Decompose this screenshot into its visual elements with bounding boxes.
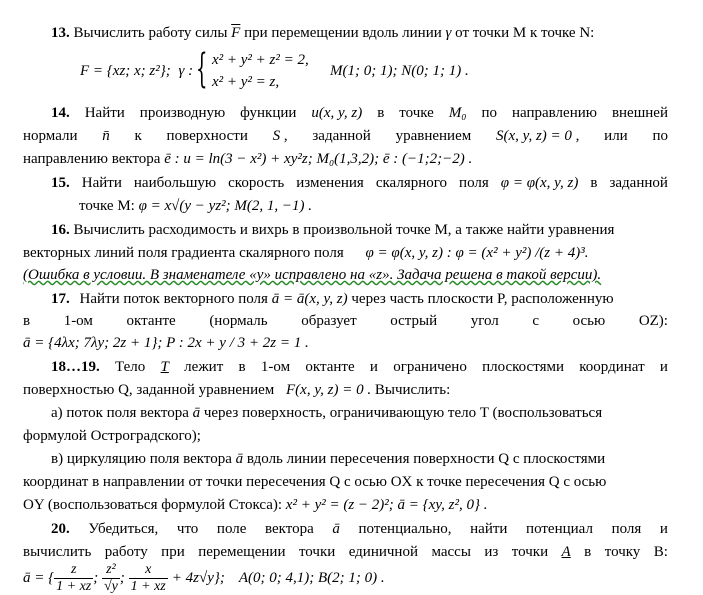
problem-18-part-a-line-2: формулой Остроградского); [23,428,201,444]
word: 1-ом [63,313,93,329]
word: в [590,175,598,191]
word: наибольшую [133,175,217,191]
word: u(x, y, z) [311,105,363,121]
problem-13-points: M(1; 0; 1); N(0; 1; 1) . [330,63,469,79]
word: образует [301,313,357,329]
word: Тело [115,359,146,375]
word: найти [470,521,508,537]
word: острый [390,313,438,329]
problem-number: 13. [51,25,70,41]
word: точки [511,544,549,560]
problem-15-line-2: точке M: φ = x√(y − yz²; M(2, 1, −1) . [79,198,313,214]
word: S(x, y, z) = 0 , [495,128,580,144]
word: или [604,128,628,144]
word: в [584,544,592,560]
word: скорость [228,175,285,191]
word: заданной [312,128,371,144]
word: направлению [512,105,597,121]
word: угол [470,313,499,329]
word: потенциал [526,521,593,537]
problem-number: 16. [51,222,70,238]
word: массы [431,544,471,560]
word: M₀ [448,105,467,121]
word: T [160,359,169,375]
word: координат [579,359,645,375]
word: в [377,105,385,121]
word: n̄ [102,128,110,144]
word: осью [572,313,606,329]
problem-18-line-2: поверхностью Q, заданной уравнением F(x, y, z) = 0 . Вычислить: [23,382,451,398]
word: 1-ом [260,359,291,375]
word: потенциально, [358,521,452,537]
problem-17-line-2 [23,312,668,331]
word: 18…19. [51,359,100,375]
word: A [561,544,571,560]
problem-number: 17. [51,291,70,307]
word: точки [298,544,336,560]
word: в [238,359,246,375]
word: точке [399,105,434,121]
word: уравнением [395,128,472,144]
word: из [484,544,499,560]
word: заданной [609,175,668,191]
word: по [481,105,498,121]
word: с [532,313,540,329]
problem-18-line-1 [51,358,668,377]
word: в [23,313,31,329]
problem-15-line-1 [51,174,668,193]
word: октанте [305,359,355,375]
word: Убедиться, [88,521,159,537]
word: перемещении [198,544,286,560]
problem-16-line-1: 16. Вычислить расходимость и вихрь в произвольной точке M, а также найти уравнения [51,222,615,238]
problem-13-field: F = {xz; x; z²}; γ : [80,63,194,79]
word: к [134,128,142,144]
problem-20-line-2 [23,543,668,562]
word: (нормаль [209,313,268,329]
word: φ = φ(x, y, z) [500,175,579,191]
problem-14-line-1 [51,104,668,123]
word: внешней [611,105,668,121]
word: 14. [51,105,70,121]
word: точку [604,544,641,560]
problem-14-line-2 [23,127,668,146]
word: производную [139,105,226,121]
word: что [176,521,199,537]
problem-17-line-1: 17. Найти поток векторного поля ā = ā(x, y, z) через часть плоскости P, расположенную [51,291,614,307]
word: изменения [296,175,364,191]
word: работу [104,544,148,560]
word: при [161,544,185,560]
word: поверхности [166,128,248,144]
problem-17-line-3: ā = {4λx; 7λy; 2z + 1}; P : 2x + y / 3 + 2z = 1 . [23,335,309,351]
word: вычислить [23,544,92,560]
word: Найти [84,105,125,121]
word: поля [611,521,642,537]
word: скалярного [375,175,448,191]
word: 15. [51,175,70,191]
problem-18-part-b-line-1: в) циркуляцию поля вектора ā вдоль линии пересечения поверхности Q с плоскостями [51,451,606,467]
word: ā [332,521,340,537]
word: лежит [184,359,224,375]
problem-18-part-b-line-2: координат в направлении от точки пересечения Q с осью OX к точке пересечения Q с осью [23,474,607,490]
word: плоскостями [482,359,564,375]
word: ограничено [393,359,467,375]
word: поле [216,521,247,537]
problem-18-part-a-line-1: а) поток поля вектора ā через поверхность, ограничивающую тело T (воспользоваться [51,405,603,421]
problem-13-line-1: 13. Вычислить работу силы $\overline{F}$ при перемещении вдоль линии γ от точки M к точке N: [51,25,595,41]
word: 20. [51,521,70,537]
fraction: $\frac{x}{1 + xz}$ [130,562,166,594]
problem-16-note: (Ошибка в условии. В знаменателе «y» исправлено на «z». Задача решена в такой версии). [23,267,602,283]
word: поля [459,175,489,191]
word: и [659,521,668,537]
word: S , [272,128,288,144]
word: октанте [126,313,176,329]
equation-system: { x² + y² + z² = 2, x² + y² = z, [196,46,309,92]
word: вектора [265,521,314,537]
word: и [369,359,378,375]
fraction: $\frac{\text{z²}}{√y}$ [103,562,118,594]
problem-20-line-1 [51,520,668,539]
problem-18-part-b-line-3: OY (воспользоваться формулой Стокса): x² + y² = (z − 2)²; ā = {xy, z², 0} . [23,497,488,513]
problem-14-line-3: направлению вектора ē : u = ln(3 − x²) + xy²z; M₀(1,3,2); ē : (−1;2;−2) . [23,151,473,167]
problem-20-vector: ā = { $\frac{z}{1 + xz}$ ; $\frac{\text{z²}}{√y}$ ; $\frac{x}{1 + xz}$ + 4z√y}; A(0; 0; 4,1); B(2; 1; 0) . [23,562,385,594]
word: и [659,359,668,375]
word: Найти [81,175,122,191]
word: OZ): [638,313,668,329]
word: по [652,128,668,144]
fraction: $\frac{z}{1 + xz}$ [56,562,92,594]
word: функции [240,105,297,121]
problem-16-line-2: векторных линий поля градиента скалярного поля φ = φ(x, y, z) : φ = (x² + y²) /(z + 4)³. [23,245,589,261]
word: нормали [23,128,78,144]
word: единичной [348,544,418,560]
word: B: [653,544,668,560]
